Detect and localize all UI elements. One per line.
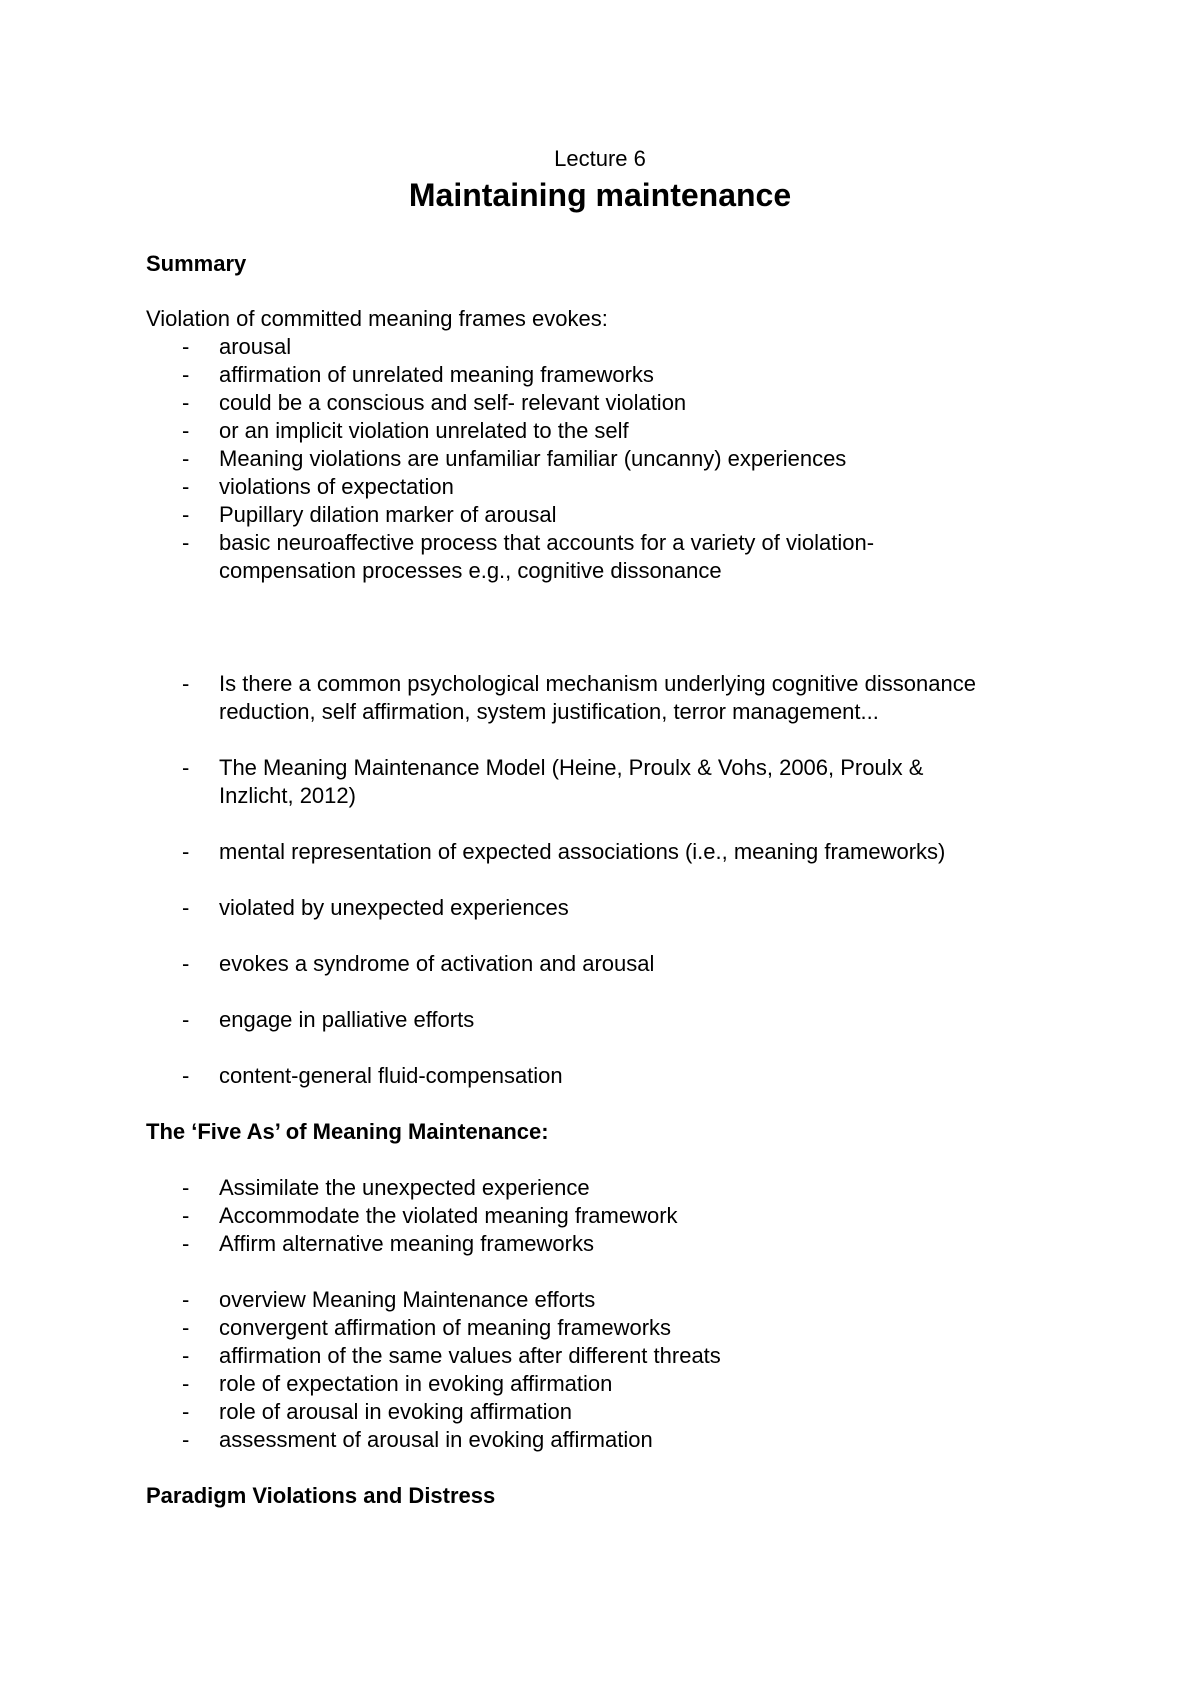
lecture-label: Lecture 6 — [554, 146, 646, 171]
list-item: - role of expectation in evoking affirmation — [182, 1371, 613, 1396]
summary-heading: Summary — [146, 251, 247, 276]
list-item: - Meaning violations are unfamiliar familiar (uncanny) experiences — [182, 446, 847, 471]
list-item: - Assimilate the unexpected experience — [182, 1175, 590, 1200]
page-title: Maintaining maintenance — [408, 177, 792, 213]
list-item: - Is there a common psychological mechanism underlying cognitive dissonance reduction, self affirmation, system justification, terror management... — [182, 671, 976, 724]
list-item: - evokes a syndrome of activation and arousal — [182, 951, 655, 976]
list-item: - convergent affirmation of meaning frameworks — [182, 1315, 672, 1340]
list-item: - Affirm alternative meaning frameworks — [182, 1231, 594, 1256]
list-item: - overview Meaning Maintenance efforts — [182, 1287, 596, 1312]
list-item: - Accommodate the violated meaning framework — [182, 1203, 678, 1228]
list-item: - arousal — [182, 334, 292, 359]
five-as-heading: The ‘Five As’ of Meaning Maintenance: — [146, 1119, 549, 1144]
list-item: - or an implicit violation unrelated to the self — [182, 418, 629, 443]
list-item: - violations of expectation — [182, 474, 454, 499]
summary-intro: Violation of committed meaning frames evokes: — [146, 306, 608, 331]
list-item: - could be a conscious and self- relevant violation — [182, 390, 687, 415]
list-item: - engage in palliative efforts — [182, 1007, 475, 1032]
list-item: - content-general fluid-compensation — [182, 1063, 563, 1088]
list-item: - Pupillary dilation marker of arousal — [182, 502, 557, 527]
list-item: - role of arousal in evoking affirmation — [182, 1399, 573, 1424]
list-item: - assessment of arousal in evoking affirmation — [182, 1427, 653, 1452]
list-item: - affirmation of unrelated meaning frameworks — [182, 362, 654, 387]
list-item: - violated by unexpected experiences — [182, 895, 569, 920]
list-item: - affirmation of the same values after different threats — [182, 1343, 721, 1368]
list-item: - basic neuroaffective process that accounts for a variety of violation- compensation processes e.g., cognitive dissonance — [182, 530, 875, 583]
paradigm-heading: Paradigm Violations and Distress — [146, 1483, 496, 1508]
list-item: - The Meaning Maintenance Model (Heine, Proulx & Vohs, 2006, Proulx & Inzlicht, 2012) — [182, 755, 924, 808]
list-item: - mental representation of expected associations (i.e., meaning frameworks) — [182, 839, 946, 864]
